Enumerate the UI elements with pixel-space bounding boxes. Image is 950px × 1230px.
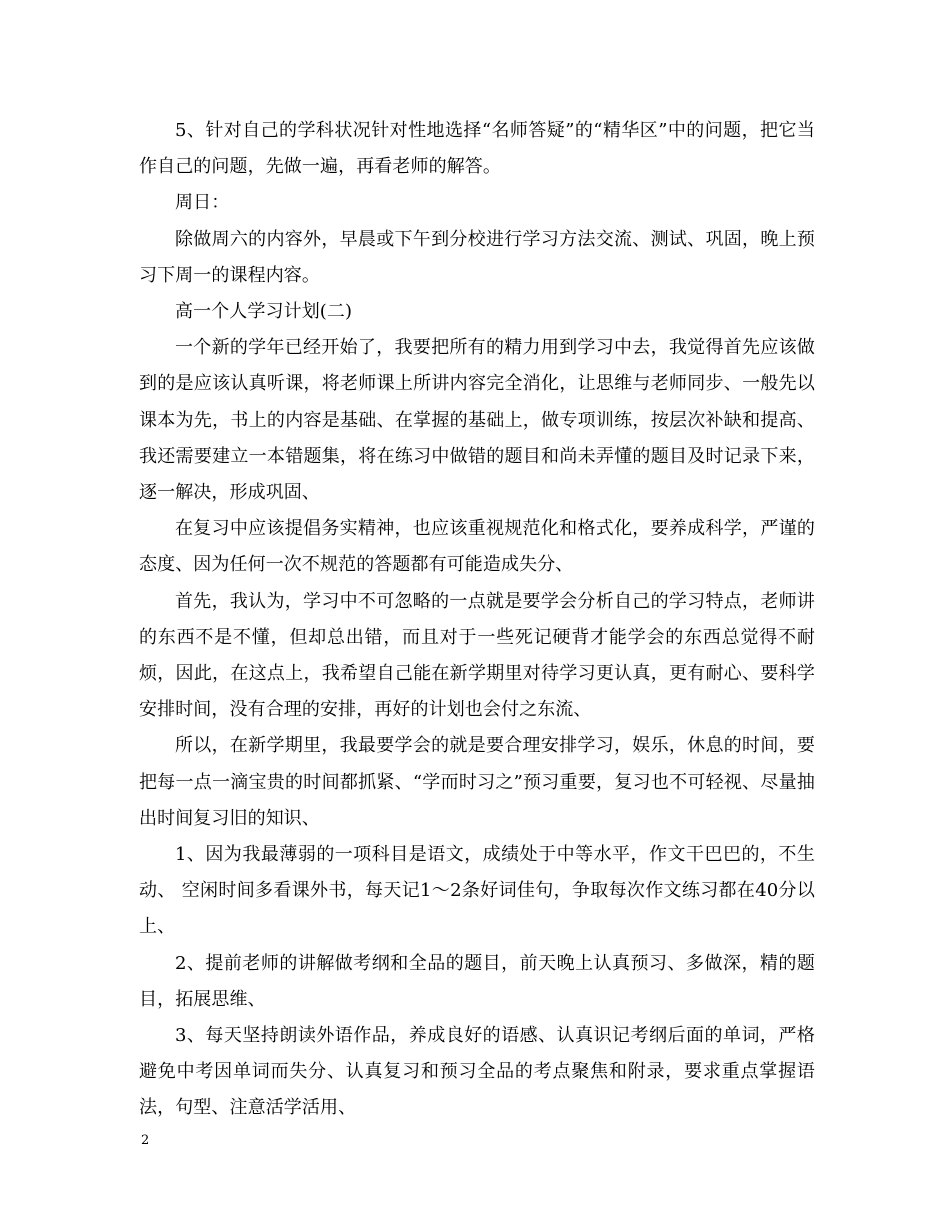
section-heading-sunday: 周日： — [175, 192, 230, 214]
paragraph-sunday-plan: 除做周六的内容外，早晨或下午到分校进行学习方法交流、测试、巩固，晚上预习下周一的课程内容。 — [139, 228, 815, 286]
list-item-1: 1、因为我最薄弱的一项科目是语文，成绩处于中等水平，作文干巴巴的，不生动、 空闲时间多看课外书，每天记1～2条好词佳句，争取每次作文练习都在40分以上、 — [139, 844, 815, 938]
list-item-2: 2、提前老师的讲解做考纲和全品的题目，前天晚上认真预习、多做深，精的题目，拓展思维、 — [139, 952, 815, 1010]
paragraph-review: 在复习中应该提倡务实精神，也应该重视规范化和格式化，要养成科学，严谨的态度、因为任何一次不规范的答题都有可能造成失分、 — [139, 518, 815, 576]
paragraph-first: 首先，我认为，学习中不可忽略的一点就是要学会分析自己的学习特点，老师讲的东西不是不懂，但却总出错，而且对于一些死记硬背才能学会的东西总觉得不耐烦，因此，在这点上，我希望自己能在新学期里对待学习更认真，更有耐心、要科学安排时间，没有合理的安排，再好的计划也会付之东流、 — [139, 590, 815, 721]
paragraph-item-5: 5、针对自己的学科状况针对性地选择“名师答疑”的“精华区”中的问题，把它当作自己的问题，先做一遍，再看老师的解答。 — [139, 120, 815, 178]
paragraph-new-year: 一个新的学年已经开始了，我要把所有的精力用到学习中去，我觉得首先应该做到的是应该认真听课，将老师课上所讲内容完全消化，让思维与老师同步、一般先以课本为先，书上的内容是基础、在掌握的基础上，做专项训练，按层次补缺和提高、我还需要建立一本错题集，将在练习中做错的题目和尚未弄懂的题目及时记录下来，逐一解决，形成巩固、 — [139, 337, 815, 504]
section-title-plan-two: 高一个人学习计划(二) — [175, 301, 353, 323]
paragraph-therefore: 所以，在新学期里，我最要学会的就是要合理安排学习，娱乐，休息的时间，要把每一点一滴宝贵的时间都抓紧、“学而时习之”预习重要，复习也不可轻视、尽量抽出时间复习旧的知识、 — [139, 735, 815, 829]
list-item-3: 3、每天坚持朗读外语作品，养成良好的语感、认真识记考纲后面的单词，严格避免中考因单词而失分、认真复习和预习全品的考点聚焦和附录，要求重点掌握语法，句型、注意活学活用、 — [139, 1025, 815, 1119]
page-number: 2 — [141, 1133, 150, 1148]
document-body — [139, 113, 815, 1127]
